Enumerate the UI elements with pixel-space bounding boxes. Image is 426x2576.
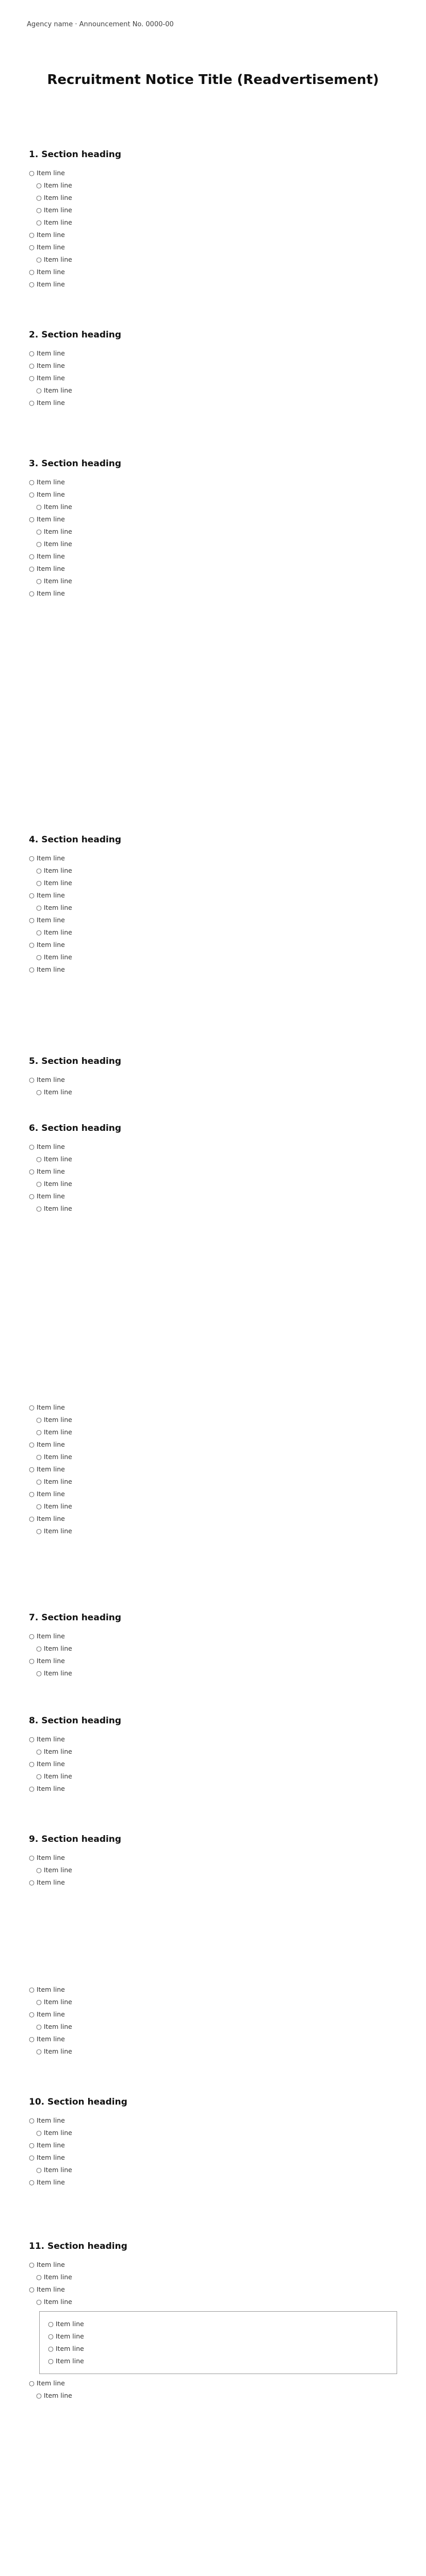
section-title: 4. Section heading [29, 835, 122, 845]
section-line: ○ Item line [36, 1527, 72, 1535]
section-11 [29, 2241, 397, 2402]
section-line: ○ Item line [36, 1205, 72, 1212]
section-8 [29, 1716, 397, 1795]
section-line: ○ Item line [29, 1657, 65, 1665]
section-line: ○ Item line [36, 2392, 72, 2399]
section-line: ○ Item line [36, 2273, 72, 2281]
section-line: ○ Item line [29, 374, 65, 382]
section-line: ○ Item line [36, 904, 72, 911]
section-line: ○ Item line [36, 181, 72, 189]
section-title: 5. Section heading [29, 1056, 122, 1066]
section-line: ○ Item line [29, 2178, 65, 2186]
section-line: ○ Item line [29, 280, 65, 288]
section-line: ○ Item line [29, 478, 65, 486]
section-line: ○ Item line [29, 1440, 65, 1448]
section-line: ○ Item line [36, 953, 72, 961]
section-line: ○ Item line [29, 268, 65, 276]
section-3 [29, 459, 397, 600]
section-line: ○ Item line [36, 503, 72, 511]
section-9 [29, 1834, 397, 1889]
section-line: ○ Item line [29, 916, 65, 924]
section-line: ○ Item line [29, 2010, 65, 2018]
section-6 [29, 1123, 397, 1215]
section-line: ○ Item line [29, 362, 65, 369]
page-title: Recruitment Notice Title (Readvertisement) [47, 72, 379, 88]
section-title: 3. Section heading [29, 459, 122, 469]
section-line: ○ Item line [29, 1192, 65, 1200]
box-line: ○ Item line [48, 2357, 84, 2365]
section-line: ○ Item line [29, 2261, 65, 2268]
section-line: ○ Item line [29, 515, 65, 523]
section-line: ○ Item line [29, 1632, 65, 1640]
section-line: ○ Item line [29, 1878, 65, 1886]
section-line: ○ Item line [29, 565, 65, 572]
section-line: ○ Item line [36, 2298, 72, 2306]
box-line: ○ Item line [48, 2332, 84, 2340]
section-line: ○ Item line [29, 1490, 65, 1498]
section-7 [29, 1613, 397, 1680]
section-line: ○ Item line [29, 2379, 65, 2387]
section-line: ○ Item line [36, 1155, 72, 1163]
section-line: ○ Item line [36, 1502, 72, 1510]
section-line: ○ Item line [29, 399, 65, 406]
section-line: ○ Item line [29, 941, 65, 948]
section-line: ○ Item line [36, 879, 72, 887]
section-1 [29, 149, 397, 291]
section-title: 7. Section heading [29, 1613, 122, 1623]
section-line: ○ Item line [29, 231, 65, 239]
box-line: ○ Item line [48, 2320, 84, 2328]
section-line: ○ Item line [29, 1167, 65, 1175]
section-line: ○ Item line [29, 2116, 65, 2124]
section-line: ○ Item line [29, 1076, 65, 1083]
section-line: ○ Item line [29, 2035, 65, 2043]
section-line: ○ Item line [36, 1645, 72, 1652]
section-line: ○ Item line [36, 1669, 72, 1677]
section-line: ○ Item line [36, 1748, 72, 1755]
section-10 [29, 2097, 397, 2189]
section-line: ○ Item line [36, 1998, 72, 2006]
section-line: ○ Item line [36, 386, 72, 394]
section-5 [29, 1056, 397, 1098]
section-line: ○ Item line [29, 965, 65, 973]
section-line: ○ Item line [36, 1453, 72, 1461]
section-line: ○ Item line [29, 1403, 65, 1411]
section-title: 11. Section heading [29, 2241, 127, 2251]
box-line: ○ Item line [48, 2345, 84, 2352]
section-line: ○ Item line [36, 2166, 72, 2174]
section-line: ○ Item line [29, 854, 65, 862]
section-line: ○ Item line [36, 256, 72, 263]
section-line: ○ Item line [29, 349, 65, 357]
section-line: ○ Item line [36, 528, 72, 535]
section-title: 8. Section heading [29, 1716, 122, 1726]
section-line: ○ Item line [36, 2047, 72, 2055]
section-line: ○ Item line [36, 2023, 72, 2030]
notice-number: Agency name · Announcement No. 0000-00 [27, 21, 174, 28]
section-line: ○ Item line [29, 1760, 65, 1768]
section-line: ○ Item line [29, 1143, 65, 1150]
section-4 [29, 835, 397, 976]
section-line: ○ Item line [29, 2154, 65, 2161]
section-line: ○ Item line [36, 206, 72, 214]
section-line: ○ Item line [29, 589, 65, 597]
section-line: ○ Item line [36, 1428, 72, 1436]
section-line: ○ Item line [29, 2285, 65, 2293]
section-6-continued [29, 1401, 397, 1537]
section-line: ○ Item line [36, 928, 72, 936]
section-line: ○ Item line [36, 1416, 72, 1423]
section-line: ○ Item line [29, 1465, 65, 1473]
section-title: 10. Section heading [29, 2097, 127, 2107]
section-line: ○ Item line [36, 1866, 72, 1874]
section-title: 1. Section heading [29, 149, 122, 160]
section-title: 6. Section heading [29, 1123, 122, 1133]
section-line: ○ Item line [29, 2141, 65, 2149]
notice-box [39, 2311, 397, 2374]
section-line: ○ Item line [36, 2129, 72, 2137]
section-line: ○ Item line [29, 1986, 65, 1993]
section-line: ○ Item line [36, 1772, 72, 1780]
section-line: ○ Item line [36, 540, 72, 548]
section-line: ○ Item line [29, 1854, 65, 1861]
section-line: ○ Item line [36, 1088, 72, 1096]
section-line: ○ Item line [29, 1515, 65, 1522]
section-line: ○ Item line [36, 867, 72, 874]
section-2 [29, 330, 397, 409]
section-line: ○ Item line [29, 1785, 65, 1792]
section-line: ○ Item line [29, 490, 65, 498]
section-line: ○ Item line [29, 1735, 65, 1743]
section-line: ○ Item line [29, 891, 65, 899]
section-9-continued [29, 1984, 397, 2058]
section-title: 2. Section heading [29, 330, 122, 340]
section-line: ○ Item line [36, 218, 72, 226]
section-line: ○ Item line [29, 169, 65, 177]
section-title: 9. Section heading [29, 1834, 122, 1844]
section-line: ○ Item line [36, 1478, 72, 1485]
section-line: ○ Item line [36, 194, 72, 201]
section-line: ○ Item line [29, 243, 65, 251]
section-line: ○ Item line [36, 577, 72, 585]
section-line: ○ Item line [36, 1180, 72, 1188]
section-line: ○ Item line [29, 552, 65, 560]
